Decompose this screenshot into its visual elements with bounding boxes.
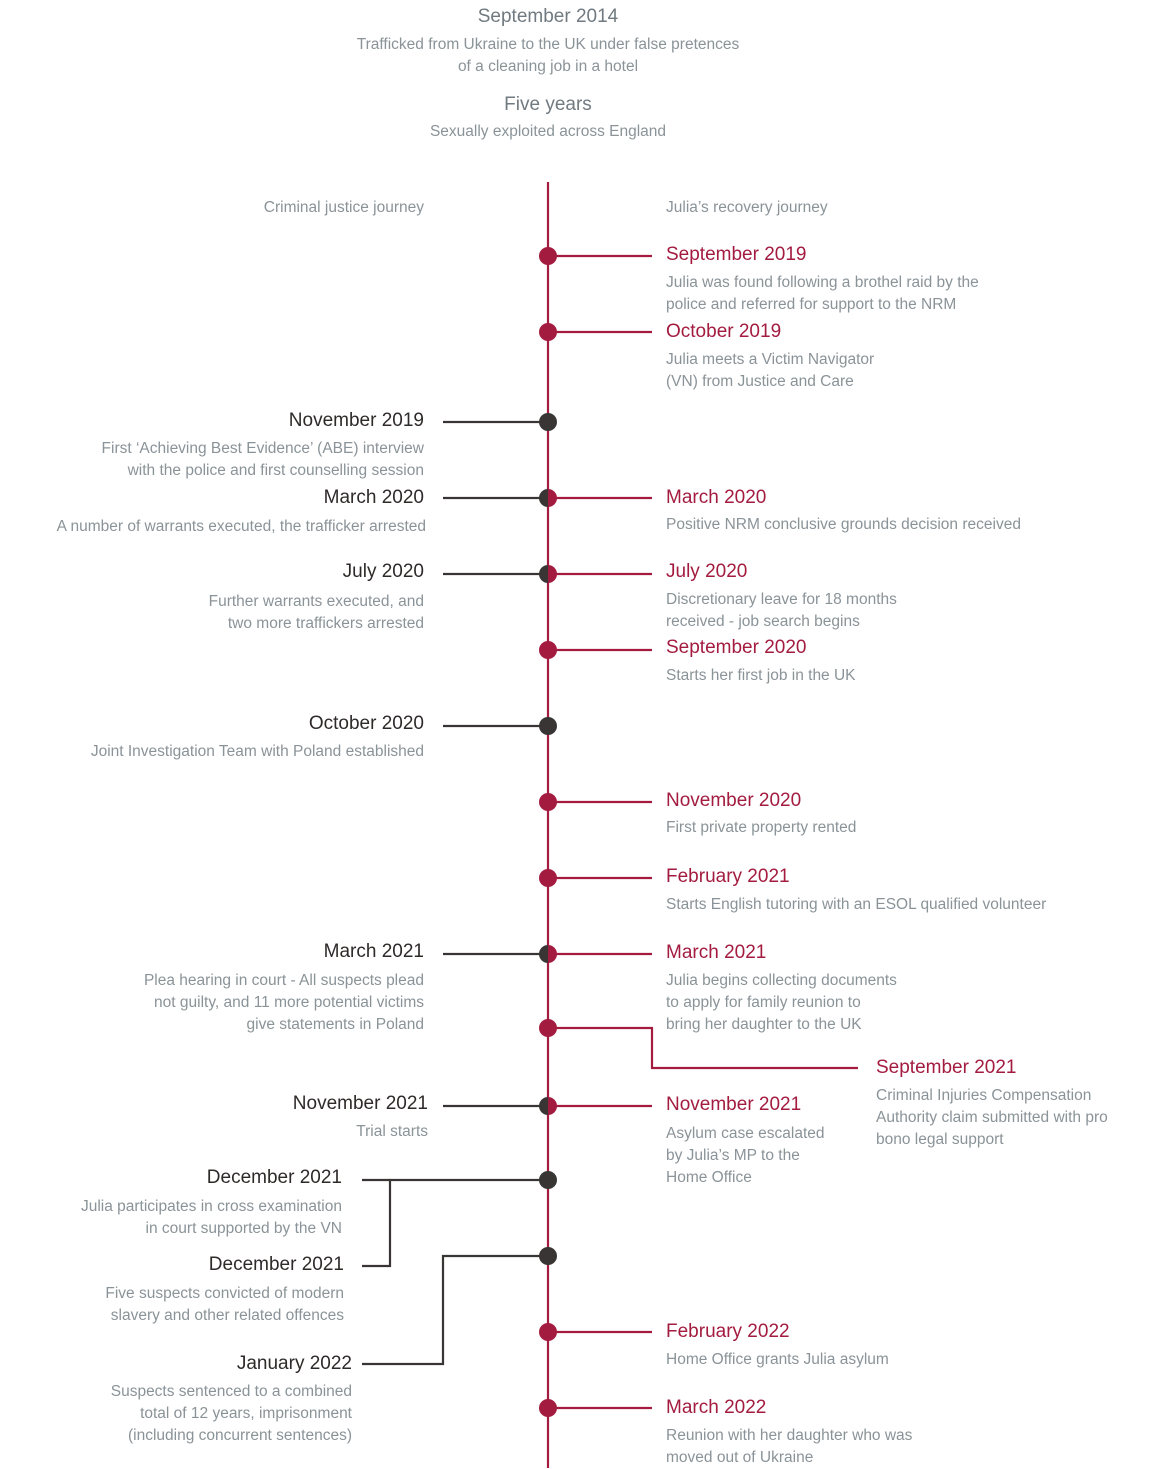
recovery-date: November 2020 — [666, 790, 802, 811]
timeline-node-recovery — [539, 1019, 557, 1037]
recovery-desc: bring her daughter to the UK — [666, 1016, 862, 1033]
justice-desc: with the police and first counselling session — [127, 462, 424, 479]
recovery-date: November 2021 — [666, 1094, 802, 1115]
justice-desc: in court supported by the VN — [145, 1220, 342, 1237]
timeline-node-justice — [539, 717, 557, 735]
justice-connector-elbow — [362, 1256, 548, 1364]
justice-desc: Five suspects convicted of modern — [105, 1285, 344, 1302]
recovery-desc: Reunion with her daughter who was — [666, 1427, 913, 1444]
recovery-date: July 2020 — [666, 561, 748, 582]
justice-date: March 2021 — [323, 941, 424, 962]
justice-desc: Julia participates in cross examination — [80, 1198, 342, 1215]
recovery-desc: Home Office — [666, 1169, 752, 1186]
timeline-node-recovery — [539, 1399, 557, 1417]
justice-date: October 2020 — [308, 713, 424, 734]
recovery-desc: Authority claim submitted with pro — [876, 1109, 1108, 1126]
timeline-node-both — [539, 489, 557, 507]
justice-date: July 2020 — [342, 561, 424, 582]
recovery-desc: police and referred for support to the NRM — [666, 296, 957, 313]
justice-desc: (including concurrent sentences) — [127, 1427, 352, 1444]
justice-desc: A number of warrants executed, the trafficker arrested — [56, 518, 426, 535]
justice-desc: Further warrants executed, and — [208, 593, 424, 610]
recovery-desc: Julia was found following a brothel raid by the — [666, 274, 979, 291]
timeline-node-both — [539, 1097, 557, 1115]
recovery-date: March 2020 — [666, 487, 767, 508]
recovery-journey-label: Julia’s recovery journey — [666, 199, 828, 216]
intro-line-1a: Trafficked from Ukraine to the UK under false pretences — [356, 36, 740, 53]
recovery-desc: by Julia’s MP to the — [666, 1147, 800, 1164]
justice-connector-elbow — [362, 1180, 548, 1266]
justice-date: January 2022 — [236, 1353, 352, 1374]
timeline-node-recovery — [539, 323, 557, 341]
recovery-date: September 2019 — [666, 244, 807, 265]
recovery-desc: Julia meets a Victim Navigator — [666, 351, 875, 368]
justice-desc: Trial starts — [356, 1123, 428, 1140]
recovery-desc: Home Office grants Julia asylum — [666, 1351, 889, 1368]
justice-desc: two more traffickers arrested — [227, 615, 424, 632]
recovery-desc: Starts her first job in the UK — [666, 667, 856, 684]
timeline-node-justice — [539, 1247, 557, 1265]
justice-desc: Joint Investigation Team with Poland established — [90, 743, 424, 760]
recovery-desc: to apply for family reunion to — [666, 994, 861, 1011]
recovery-date: September 2021 — [876, 1057, 1017, 1078]
justice-date: November 2019 — [288, 410, 424, 431]
intro-title-1: September 2014 — [477, 6, 619, 27]
justice-date: December 2021 — [208, 1254, 344, 1275]
justice-desc: give statements in Poland — [246, 1016, 424, 1033]
justice-date: December 2021 — [206, 1167, 342, 1188]
timeline-node-recovery — [539, 641, 557, 659]
recovery-desc: Discretionary leave for 18 months — [666, 591, 897, 608]
recovery-date: February 2022 — [666, 1321, 790, 1342]
justice-date: March 2020 — [323, 487, 424, 508]
justice-date: November 2021 — [292, 1093, 428, 1114]
timeline-node-recovery — [539, 793, 557, 811]
recovery-date: October 2019 — [666, 321, 782, 342]
timeline-node-recovery — [539, 869, 557, 887]
recovery-date: September 2020 — [666, 637, 807, 658]
timeline-node-recovery — [539, 247, 557, 265]
recovery-desc: First private property rented — [666, 819, 857, 836]
criminal-justice-label: Criminal justice journey — [263, 199, 424, 216]
justice-desc: First ‘Achieving Best Evidence’ (ABE) interview — [101, 440, 424, 457]
timeline-node-justice — [539, 1171, 557, 1189]
recovery-date: March 2022 — [666, 1397, 767, 1418]
recovery-desc: (VN) from Justice and Care — [666, 373, 854, 390]
recovery-desc: Starts English tutoring with an ESOL qualified volunteer — [666, 896, 1047, 913]
justice-desc: total of 12 years, imprisonment — [140, 1405, 352, 1422]
recovery-desc: Positive NRM conclusive grounds decision received — [666, 516, 1021, 533]
timeline-node-justice — [539, 413, 557, 431]
recovery-desc: Criminal Injuries Compensation — [876, 1087, 1092, 1104]
justice-desc: not guilty, and 11 more potential victims — [154, 994, 424, 1011]
justice-desc: Plea hearing in court - All suspects plead — [143, 972, 424, 989]
justice-desc: slavery and other related offences — [110, 1307, 344, 1324]
timeline-node-both — [539, 565, 557, 583]
recovery-desc: Asylum case escalated — [666, 1125, 825, 1142]
intro-title-2: Five years — [504, 94, 592, 115]
recovery-date: March 2021 — [666, 942, 767, 963]
intro-line-1b: of a cleaning job in a hotel — [457, 58, 639, 75]
justice-desc: Suspects sentenced to a combined — [110, 1383, 352, 1400]
timeline-node-recovery — [539, 1323, 557, 1341]
timeline-node-both — [539, 945, 557, 963]
recovery-date: February 2021 — [666, 866, 790, 887]
recovery-desc: moved out of Ukraine — [666, 1449, 814, 1466]
recovery-desc: received - job search begins — [666, 613, 860, 630]
recovery-desc: bono legal support — [876, 1131, 1004, 1148]
intro-line-2a: Sexually exploited across England — [429, 123, 667, 140]
recovery-desc: Julia begins collecting documents — [666, 972, 897, 989]
